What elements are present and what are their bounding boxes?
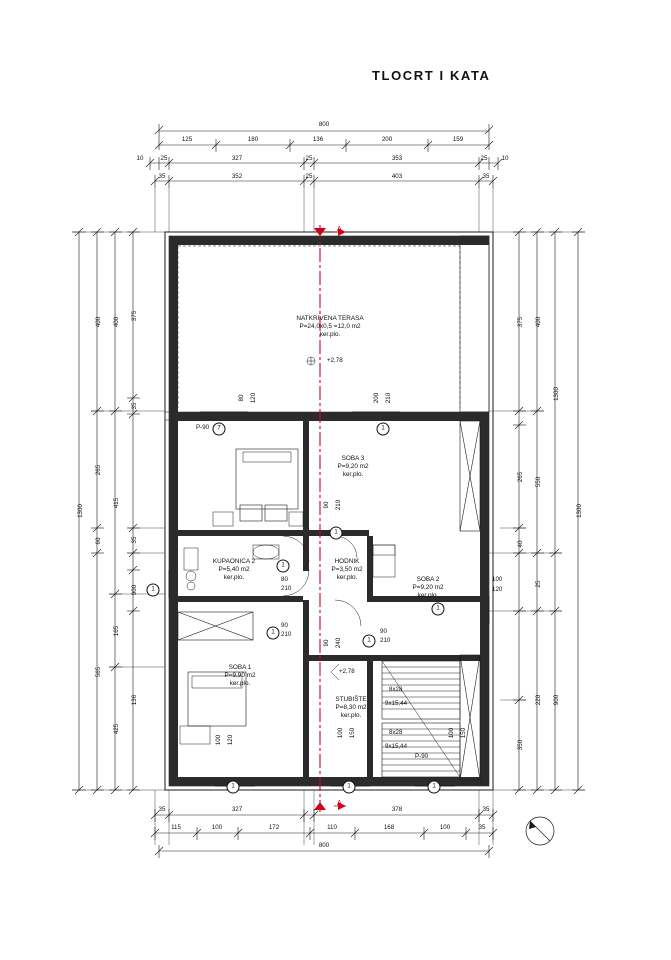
dim-top-r3-1: 352 — [231, 173, 243, 180]
dim-top-r2-5: 25 — [480, 155, 488, 162]
dim-left-b-3: 565 — [95, 666, 102, 678]
opening-right-120: 120 — [492, 586, 503, 593]
room-kupaonica2-area: P=5,40 m2 — [218, 566, 250, 574]
opening-soba2-w: 90 — [380, 628, 387, 635]
dim-right-outer: 1300 — [576, 504, 583, 518]
dim-right-a-0: 375 — [517, 316, 524, 328]
dim-left-outer: 1300 — [77, 504, 84, 518]
opening-210-h: 210 — [385, 392, 392, 404]
dim-left-b-1: 265 — [95, 464, 102, 476]
dim-top-r1-3: 200 — [381, 136, 393, 143]
dim-right-b-0: 400 — [535, 316, 542, 328]
room-hodnik — [331, 558, 362, 583]
room-hodnik-area: P=3,50 m2 — [331, 566, 363, 574]
dim-top-r3-3: 403 — [391, 173, 403, 180]
bubble-marker[interactable]: 1 — [363, 635, 376, 648]
opening-kup-w: 80 — [281, 576, 288, 583]
opening-hod-h: 210 — [281, 631, 292, 638]
room-hodnik-finish: ker.plo. — [336, 574, 358, 582]
opening-p90-top: P-90 — [196, 424, 210, 431]
room-kupaonica2 — [213, 558, 255, 583]
dim-top-r3-4: 35 — [482, 173, 490, 180]
opening-90-240-b: 240 — [335, 637, 342, 649]
opening-200-w: 200 — [373, 392, 380, 404]
room-kupaonica2-name: KUPAONICA 2 — [212, 558, 256, 565]
dim-top-r3-0: 35 — [158, 173, 166, 180]
dim-bot-r2-4: 168 — [383, 824, 395, 831]
room-terasa-finish: ker.plo. — [319, 331, 341, 339]
dim-right-b-2: 25 — [535, 580, 542, 588]
dim-top-r2-1: 25 — [160, 155, 168, 162]
opening-right-100: 100 — [492, 576, 503, 583]
dim-right-a-3: 350 — [517, 739, 524, 751]
room-stubiste-area: P=8,30 m2 — [335, 704, 367, 712]
dim-bot-r2-6: 35 — [478, 824, 486, 831]
dim-top-r2-0: 10 — [136, 155, 144, 162]
dim-left-b-2: 60 — [95, 537, 102, 545]
dim-bot-r1-0: 35 — [158, 806, 166, 813]
room-soba3-finish: ker.plo. — [342, 471, 364, 479]
opening-90-240-a: 90 — [323, 639, 330, 647]
room-soba1-area: P=9,90 m2 — [224, 672, 256, 680]
opening-soba3-h: 210 — [335, 499, 342, 511]
opening-bot2-150: 150 — [349, 727, 356, 739]
dim-bot-r2-0: 115 — [171, 824, 181, 831]
room-hodnik-name: HODNIK — [334, 558, 360, 565]
opening-hod-w: 90 — [281, 622, 288, 629]
opening-bot3-150: 150 — [460, 727, 467, 739]
room-stubiste — [335, 696, 366, 721]
room-soba1-finish: ker.plo. — [229, 680, 251, 688]
level-stubiste: +2,78 — [339, 668, 355, 675]
opening-p90-bottom: P-90 — [415, 753, 429, 760]
dim-bot-r2-5: 100 — [439, 824, 451, 831]
room-terasa-name: NATKRIVENA TERASA — [296, 315, 364, 322]
room-soba2 — [412, 576, 443, 601]
dim-left-a-1: 415 — [113, 497, 120, 509]
level-terasa: +2,78 — [327, 357, 343, 364]
dim-left-c-1: 35 — [131, 402, 138, 410]
dim-right-b-1: 550 — [535, 476, 542, 488]
room-soba3 — [337, 455, 368, 480]
dim-left-a-3: 425 — [113, 723, 120, 735]
dim-right-a-1: 265 — [517, 471, 524, 483]
opening-bot2-100: 100 — [337, 727, 344, 739]
dim-bot-r1-3: 35 — [482, 806, 490, 813]
opening-bot-100: 100 — [215, 734, 222, 746]
dim-right-c-1: 900 — [553, 694, 560, 706]
room-kupaonica2-finish: ker.plo. — [223, 574, 245, 582]
stair-tread-top: 9x15,44 — [385, 700, 408, 707]
dim-right-a-2: 40 — [517, 540, 524, 548]
dim-top-r1-1: 180 — [247, 136, 259, 143]
bubble-marker[interactable]: 1 — [377, 423, 390, 436]
dim-left-b-0: 400 — [95, 316, 102, 328]
bubble-marker[interactable]: 1 — [267, 627, 280, 640]
dim-right-b-3: 220 — [535, 694, 542, 706]
opening-soba2-h: 210 — [380, 637, 391, 644]
opening-80-w: 80 — [238, 394, 245, 402]
dim-bot-r1-1: 327 — [231, 806, 243, 813]
dim-bot-r2-2: 172 — [268, 824, 280, 831]
dim-top-r2-2: 327 — [231, 155, 243, 162]
section-label-top: A — [337, 226, 342, 233]
opening-bot-120: 120 — [227, 734, 234, 746]
opening-bot3-100: 100 — [448, 727, 455, 739]
bubble-marker[interactable]: 1 — [343, 781, 356, 794]
room-soba3-area: P=9,20 m2 — [337, 463, 369, 471]
bubble-marker[interactable]: 1 — [330, 527, 343, 540]
dim-right-c-0: 1300 — [553, 387, 560, 401]
room-soba3-name: SOBA 3 — [341, 455, 365, 462]
page-title: TLOCRT I KATA — [372, 68, 491, 83]
room-stubiste-name: STUBIŠTE — [335, 696, 367, 703]
dim-top-r3-2: 25 — [305, 173, 313, 180]
stair-riser-top: 8x28 — [389, 686, 403, 693]
dim-bot-r2-1: 100 — [211, 824, 223, 831]
stair-tread-bottom: 9x15,44 — [385, 743, 408, 750]
dim-top-total: 800 — [318, 121, 330, 128]
bubble-marker[interactable]: 1 — [277, 560, 290, 573]
dim-left-c-2: 35 — [131, 536, 138, 544]
bubble-marker[interactable]: 1 — [428, 781, 441, 794]
dim-top-r1-2: 136 — [312, 136, 324, 143]
dim-top-r2-3: 25 — [305, 155, 313, 162]
room-soba2-area: P=9,20 m2 — [412, 584, 444, 592]
dim-bot-r2-3: 110 — [327, 824, 337, 831]
room-soba2-finish: ker.plo. — [417, 592, 439, 600]
section-label-bottom: A — [337, 800, 342, 807]
opening-120-h: 120 — [250, 392, 257, 404]
room-terasa — [296, 315, 363, 340]
room-terasa-area: P=24,0x0,5 =12,0 m2 — [299, 323, 361, 331]
dim-left-a-0: 400 — [113, 316, 120, 328]
room-soba1-name: SOBA 1 — [228, 664, 252, 671]
dim-left-c-4: 136 — [131, 694, 138, 706]
dim-bot-r1-2: 378 — [391, 806, 403, 813]
dim-top-r1-4: 159 — [452, 136, 464, 143]
bubble-marker[interactable]: 7 — [213, 423, 226, 436]
stair-riser-bottom: 8x28 — [389, 729, 403, 736]
opening-soba3-w: 90 — [323, 501, 330, 509]
room-soba1 — [224, 664, 255, 689]
bubble-marker[interactable]: 1 — [432, 603, 445, 616]
bubble-marker[interactable]: 1 — [147, 584, 160, 597]
dim-bot-total: 800 — [318, 842, 330, 849]
dim-top-r2-6: 10 — [501, 155, 509, 162]
room-soba2-name: SOBA 2 — [416, 576, 440, 583]
opening-kup-h: 210 — [281, 585, 292, 592]
dim-left-c-3: 900 — [131, 584, 138, 596]
room-stubiste-finish: ker.plo. — [340, 712, 362, 720]
dim-left-a-2: 165 — [113, 625, 120, 637]
dim-top-r1-0: 125 — [181, 136, 193, 143]
dim-top-r2-4: 353 — [391, 155, 403, 162]
dim-left-c-0: 375 — [131, 310, 138, 322]
bubble-marker[interactable]: 1 — [227, 781, 240, 794]
